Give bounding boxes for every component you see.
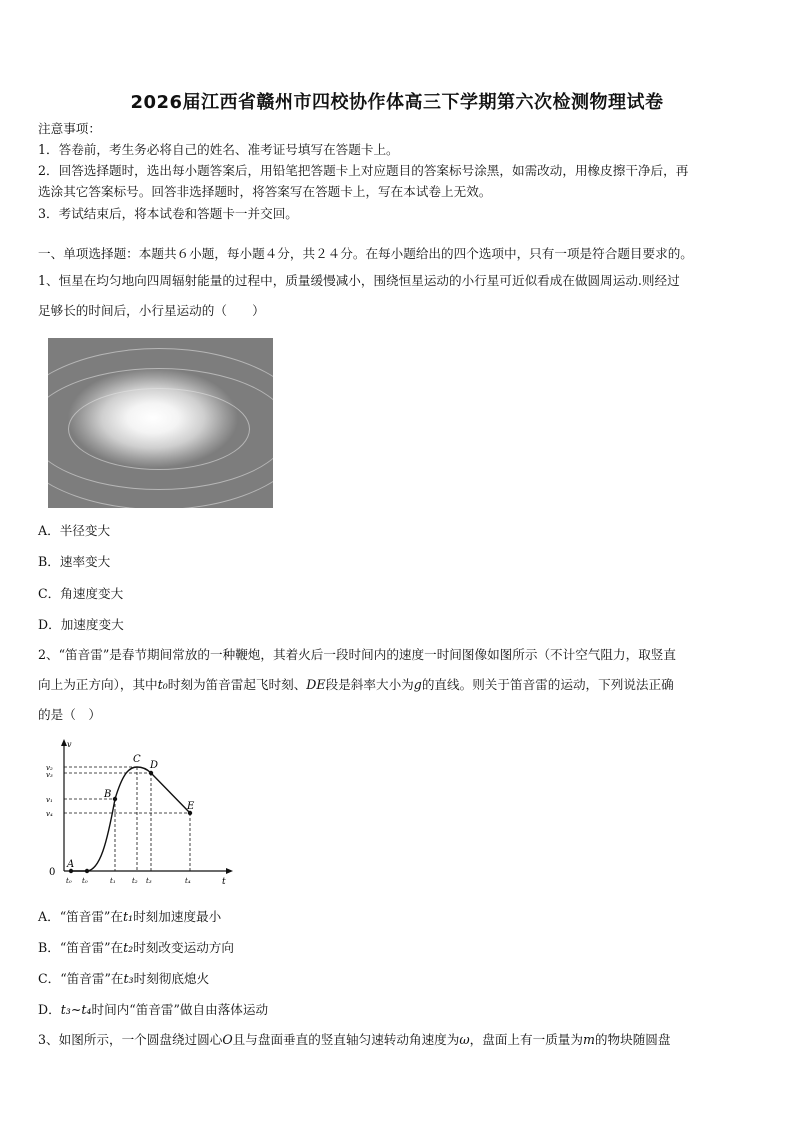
- notice-heading: 注意事项：: [38, 121, 101, 136]
- xlabel: t: [222, 877, 226, 887]
- notice-item-1: 1．答卷前，考生务必将自己的姓名、准考证号填写在答题卡上。: [38, 142, 399, 157]
- q1-option-a: A．半径变大: [38, 523, 111, 538]
- y-tick-v3: v₃: [46, 771, 53, 779]
- y-tick-v1: v₁: [46, 796, 53, 804]
- point-b-dot: [113, 797, 117, 801]
- y-tick-v2: v₂: [46, 764, 53, 772]
- star-photo: [48, 338, 273, 508]
- q2-option-a: A．“笛音雷”在t₁时刻加速度最小: [38, 909, 222, 924]
- section-heading: 一、单项选择题：本题共６小题，每小题４分，共２４分。在每小题给出的四个选项中，只有一项是符合题目要求的。: [38, 246, 693, 261]
- x-tick-t0a: t₀: [66, 877, 72, 885]
- page-title: 2026届江西省赣州市四校协作体高三下学期第六次检测物理试卷: [130, 92, 664, 113]
- q2-option-b: B．“笛音雷”在t₂时刻改变运动方向: [38, 940, 234, 955]
- point-b-label: B: [104, 789, 112, 800]
- notice-item-2: 2．回答选择题时，选出每小题答案后，用铅笔把答题卡上对应题目的答案标号涂黑，如需改动，用橡皮擦干净后，再: [38, 163, 689, 178]
- x-tick-t2: t₂: [132, 877, 138, 885]
- q3-stem-line1: 3、如图所示，一个圆盘绕过圆心O且与盘面垂直的竖直轴匀速转动角速度为ω，盘面上有一质量为m的物块随圆盘: [38, 1032, 671, 1047]
- q2-option-c: C．“笛音雷”在t₃时刻彻底熄火: [38, 971, 210, 986]
- q1-option-d: D．加速度变大: [38, 617, 124, 632]
- q1-option-b: B．速率变大: [38, 554, 111, 569]
- q2-stem-line2: 向上为正方向），其中t₀时刻为笛音雷起飞时刻、DE段是斜率大小为g的直线。则关于笛音雷的运动，下列说法正确: [38, 677, 674, 692]
- origin-label: 0: [49, 867, 56, 878]
- q2-stem-line3: 的是（ ）: [38, 707, 101, 722]
- point-d-dot: [149, 771, 153, 775]
- t-axis-arrow: [226, 868, 233, 874]
- x-tick-t1: t₁: [110, 877, 116, 885]
- x-tick-t3: t₃: [146, 877, 152, 885]
- point-a-label: A: [67, 859, 75, 870]
- x-tick-t0b: t₀: [82, 877, 88, 885]
- point-d-label: D: [150, 760, 159, 771]
- x-tick-t4: t₄: [185, 877, 191, 885]
- velocity-curve: [71, 767, 190, 871]
- q2-stem-line1: 2、“笛音雷”是春节期间常放的一种鞭炮，其着火后一段时间内的速度一时间图像如图所示（不计空气阻力，取竖直: [38, 647, 676, 662]
- point-t0b-dot: [85, 869, 89, 873]
- y-tick-v4: v₄: [46, 810, 53, 818]
- q1-stem-line2: 足够长的时间后，小行星运动的（ ）: [38, 303, 265, 318]
- q2-option-d: D．t₃~t₄时间内“笛音雷”做自由落体运动: [38, 1002, 269, 1017]
- notice-item-3: 3．考试结束后，将本试卷和答题卡一并交回。: [38, 206, 298, 221]
- velocity-time-graph: [40, 738, 240, 890]
- ylabel: v: [67, 740, 72, 749]
- q1-stem-line1: 1、恒星在均匀地向四周辐射能量的过程中，质量缓慢减小，围绕恒星运动的小行星可近似看成在做圆周运动.则经过: [38, 273, 680, 288]
- point-c-label: C: [133, 754, 141, 765]
- point-e-label: E: [187, 801, 195, 812]
- q1-option-c: C．角速度变大: [38, 586, 124, 601]
- notice-item-2-cont: 选涂其它答案标号。回答非选择题时，将答案写在答题卡上，写在本试卷上无效。: [38, 184, 492, 199]
